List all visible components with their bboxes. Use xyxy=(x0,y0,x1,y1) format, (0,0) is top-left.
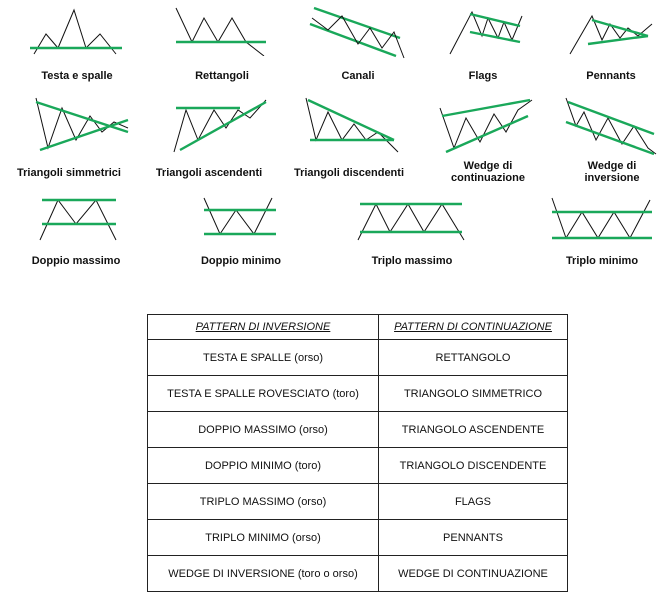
pattern-triangoli-discendenti-diagram xyxy=(302,96,402,154)
pattern-canali-diagram xyxy=(308,4,408,60)
price-line xyxy=(40,200,116,240)
cell-continuazione: WEDGE DI CONTINUAZIONE xyxy=(379,556,568,592)
wedge-upper-line xyxy=(442,100,530,116)
table-row xyxy=(148,376,568,412)
pattern-wedge-inversione-diagram xyxy=(562,96,658,156)
table-row xyxy=(148,340,568,376)
pattern-doppio-massimo-diagram xyxy=(36,196,126,242)
label-wedge-inversione: Wedge di inversione xyxy=(584,160,640,184)
pattern-triangoli-ascendenti-diagram xyxy=(170,96,270,154)
table-row xyxy=(148,448,568,484)
cell-inversione: TRIPLO MINIMO (orso) xyxy=(148,520,379,556)
price-line xyxy=(176,8,264,56)
cell-inversione: DOPPIO MINIMO (toro) xyxy=(148,448,379,484)
label-doppio-massimo: Doppio massimo xyxy=(31,255,121,267)
label-doppio-minimo: Doppio minimo xyxy=(200,255,282,267)
upper-channel-line xyxy=(314,8,400,38)
triangle-lower-line xyxy=(40,120,128,150)
flag-lower-line xyxy=(470,32,520,42)
cell-inversione: WEDGE DI INVERSIONE (toro o orso) xyxy=(148,556,379,592)
pattern-doppio-minimo-diagram xyxy=(200,196,280,242)
cell-inversione: DOPPIO MASSIMO (orso) xyxy=(148,412,379,448)
wedge-lower-line xyxy=(566,122,654,154)
header-continuazione: PATTERN DI CONTINUAZIONE xyxy=(379,315,568,340)
price-line xyxy=(552,198,650,238)
pennant-lower-line xyxy=(588,36,648,44)
pattern-wedge-continuazione-diagram xyxy=(436,96,536,156)
pattern-triangoli-simmetrici-diagram xyxy=(32,96,132,154)
cell-continuazione: FLAGS xyxy=(379,484,568,520)
wedge-lower-line xyxy=(446,116,528,152)
table-row xyxy=(148,484,568,520)
pattern-testa-spalle-diagram xyxy=(28,6,128,56)
label-triangoli-ascendenti: Triangoli ascendenti xyxy=(155,167,263,179)
cell-continuazione: PENNANTS xyxy=(379,520,568,556)
pattern-triplo-minimo-diagram xyxy=(548,196,656,246)
cell-continuazione: RETTANGOLO xyxy=(379,340,568,376)
table-header-row xyxy=(148,315,568,340)
lower-channel-line xyxy=(310,24,396,56)
label-triplo-minimo: Triplo minimo xyxy=(565,255,639,267)
label-rettangoli: Rettangoli xyxy=(195,70,249,82)
table-row xyxy=(148,520,568,556)
label-canali: Canali xyxy=(341,70,375,82)
cell-continuazione: TRIANGOLO DISCENDENTE xyxy=(379,448,568,484)
price-line xyxy=(204,198,272,234)
price-line xyxy=(570,16,652,54)
label-pennants: Pennants xyxy=(586,70,636,82)
cell-inversione: TRIPLO MASSIMO (orso) xyxy=(148,484,379,520)
cell-continuazione: TRIANGOLO ASCENDENTE xyxy=(379,412,568,448)
cell-inversione: TESTA E SPALLE (orso) xyxy=(148,340,379,376)
pennant-upper-line xyxy=(592,20,648,36)
pattern-pennants-diagram xyxy=(566,6,656,56)
price-line xyxy=(358,204,464,240)
label-wedge-continuazione: Wedge di continuazione xyxy=(451,160,525,184)
label-testa-spalle: Testa e spalle xyxy=(41,70,113,82)
pattern-flags-diagram xyxy=(448,6,528,56)
cell-continuazione: TRIANGOLO SIMMETRICO xyxy=(379,376,568,412)
label-flags: Flags xyxy=(468,70,498,82)
pattern-triplo-massimo-diagram xyxy=(354,196,470,242)
table-row xyxy=(148,556,568,592)
table-row xyxy=(148,412,568,448)
pattern-rettangoli-diagram xyxy=(172,6,272,56)
label-triangoli-simmetrici: Triangoli simmetrici xyxy=(17,167,121,179)
falling-resistance-line xyxy=(308,100,394,140)
cell-inversione: TESTA E SPALLE ROVESCIATO (toro) xyxy=(148,376,379,412)
label-triplo-massimo: Triplo massimo xyxy=(371,255,453,267)
pattern-table xyxy=(147,314,568,592)
label-triangoli-discendenti: Triangoli discendenti xyxy=(293,167,405,179)
header-inversione: PATTERN DI INVERSIONE xyxy=(148,315,379,340)
triangle-upper-line xyxy=(36,102,128,132)
